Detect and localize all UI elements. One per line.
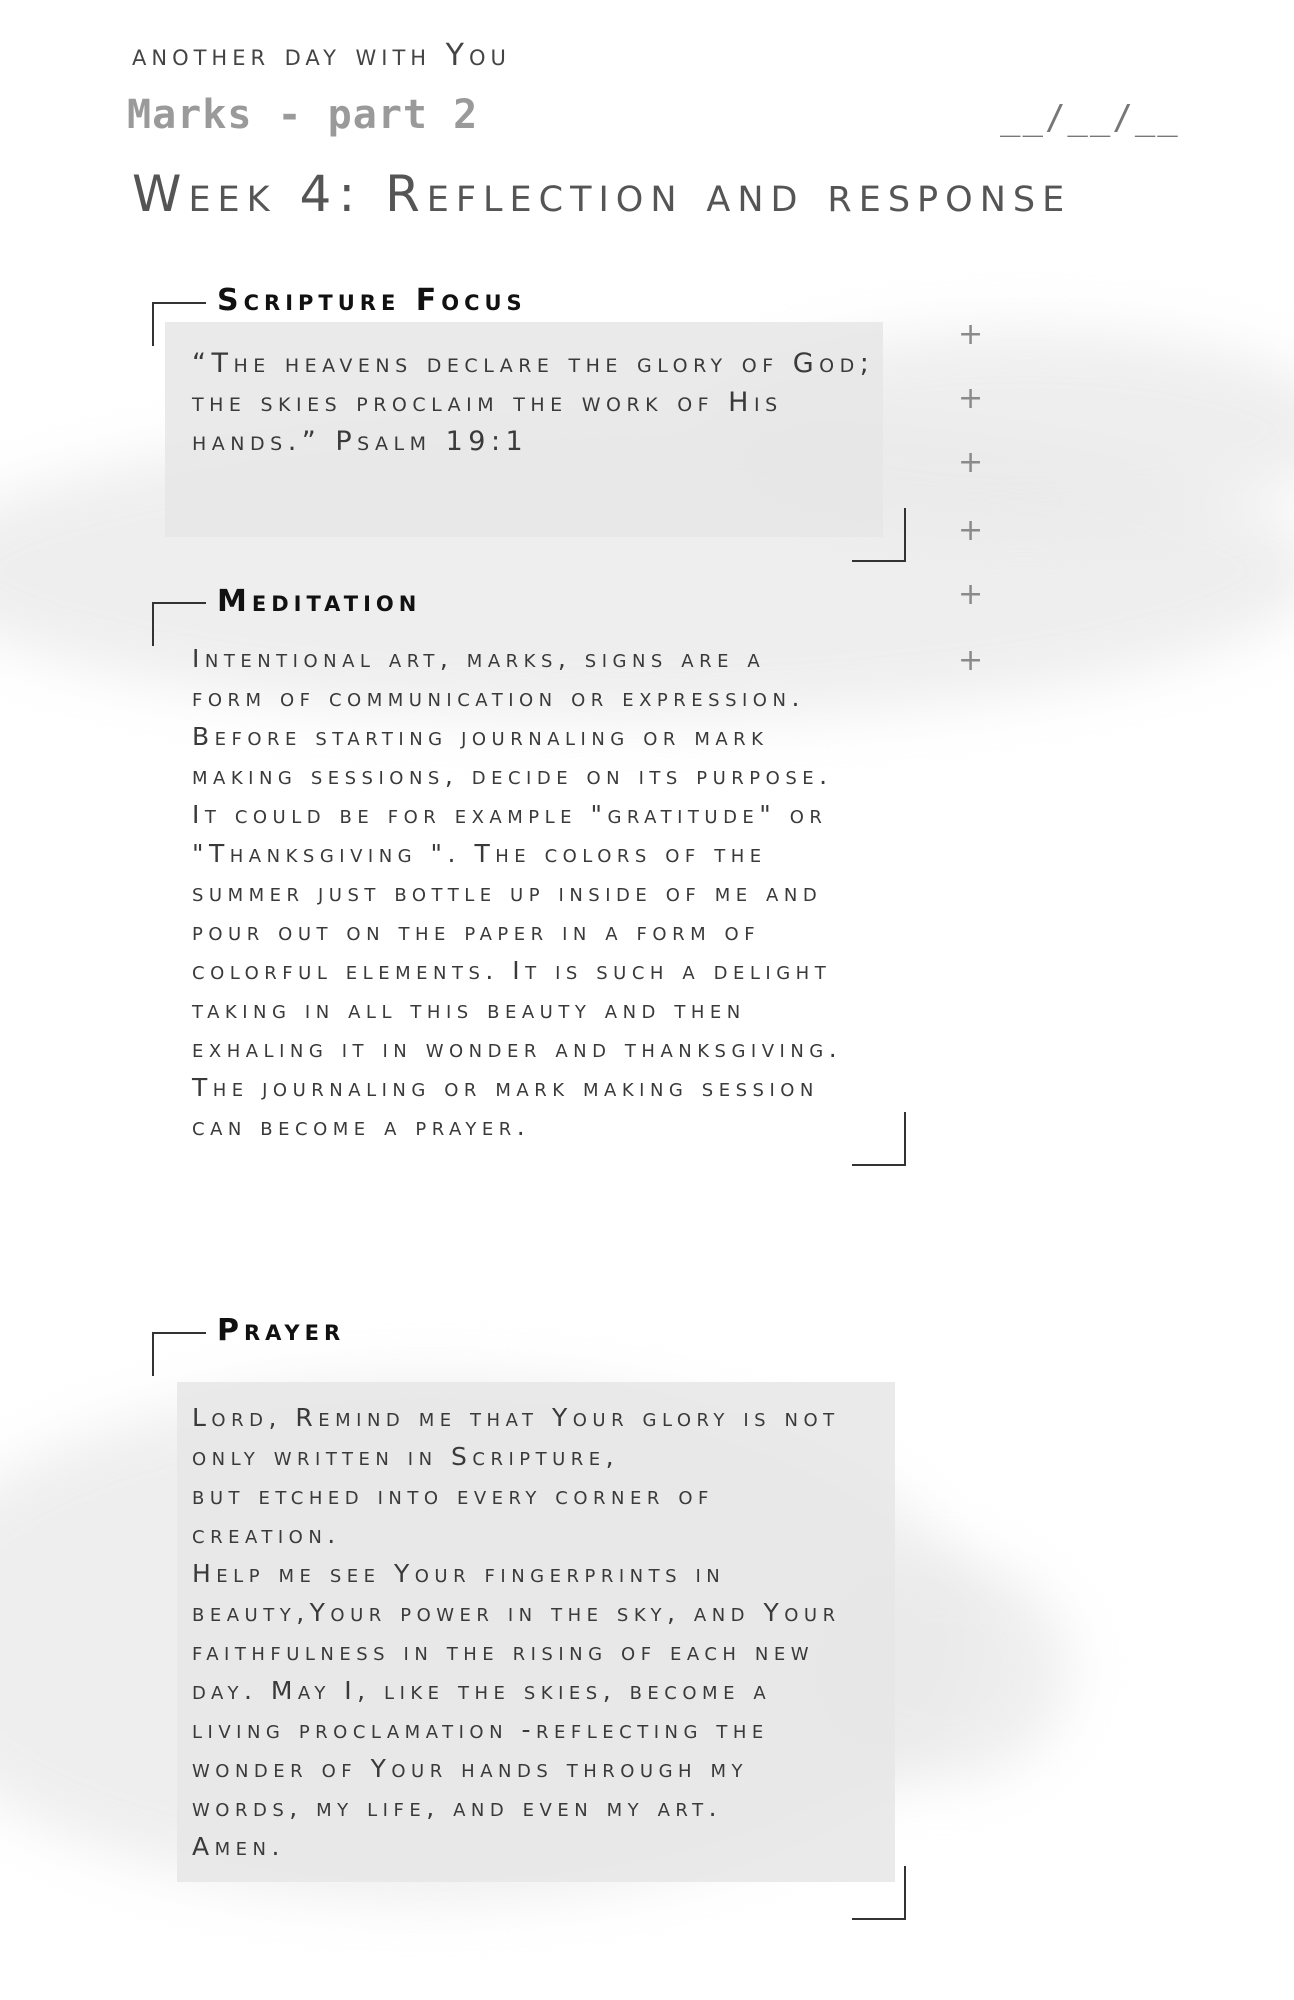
prayer-line: living proclamation -reflecting the: [192, 1715, 769, 1744]
prayer-title: Prayer: [217, 1313, 346, 1348]
scripture-focus-title: Scripture Focus: [217, 283, 527, 318]
prayer-text: [192, 1398, 841, 1866]
meditation-title: Meditation: [217, 584, 422, 619]
plus-icon: +: [958, 513, 984, 548]
prayer-line: day. May I, like the skies, become a: [192, 1676, 772, 1705]
meditation-line: Intentional art, marks, signs are a: [192, 644, 766, 673]
meditation-line: can become a prayer.: [192, 1112, 531, 1141]
plus-icon: +: [958, 577, 984, 612]
prayer-line: Amen.: [192, 1832, 285, 1861]
plus-icon: +: [958, 643, 984, 678]
meditation-line: It could be for example "gratitude" or: [192, 800, 828, 829]
corner-bracket-bottom-right: [852, 1866, 906, 1920]
scripture-line: “The heavens declare the glory of God;: [192, 348, 875, 379]
date-field: __/__/__: [1000, 98, 1180, 138]
header-prefix: another day with: [132, 38, 432, 73]
prayer-line: but etched into every corner of: [192, 1481, 714, 1510]
plus-icon: +: [958, 445, 984, 480]
prayer-line: only written in Scripture,: [192, 1442, 620, 1471]
prayer-line: Help me see Your fingerprints in: [192, 1559, 726, 1588]
meditation-line: form of communication or expression.: [192, 683, 805, 712]
meditation-line: taking in all this beauty and then: [192, 995, 746, 1024]
scripture-line: hands.” Psalm 19:1: [192, 426, 529, 457]
meditation-line: colorful elements. It is such a delight: [192, 956, 832, 985]
scripture-line: the skies proclaim the work of His: [192, 387, 783, 418]
prayer-line: faithfulness in the rising of each new: [192, 1637, 815, 1666]
prayer-line: beauty,Your power in the sky, and Your: [192, 1598, 841, 1627]
prayer-line: creation.: [192, 1520, 341, 1549]
header-you: You: [445, 38, 511, 73]
meditation-line: making sessions, decide on its purpose.: [192, 761, 833, 790]
meditation-line: exhaling it in wonder and thanksgiving.: [192, 1034, 843, 1063]
meditation-text: [192, 639, 842, 1146]
page-header-label: [132, 38, 511, 73]
page-title: Week 4: Reflection and response: [132, 165, 1072, 223]
prayer-line: Lord, Remind me that Your glory is not: [192, 1403, 840, 1432]
meditation-line: "Thanksgiving ". The colors of the: [192, 839, 767, 868]
plus-icon: +: [958, 381, 984, 416]
meditation-line: The journaling or mark making session: [192, 1073, 819, 1102]
plus-icon: +: [958, 317, 984, 352]
prayer-line: wonder of Your hands through my: [192, 1754, 749, 1783]
corner-bracket-bottom-right: [852, 508, 906, 562]
corner-bracket-bottom-right: [852, 1112, 906, 1166]
meditation-line: pour out on the paper in a form of: [192, 917, 761, 946]
meditation-line: Before starting journaling or mark: [192, 722, 769, 751]
corner-bracket-top-left: [152, 1332, 206, 1376]
subtitle: Marks - part 2: [127, 92, 479, 138]
prayer-line: words, my life, and even my art.: [192, 1793, 723, 1822]
meditation-line: summer just bottle up inside of me and: [192, 878, 823, 907]
scripture-text: [192, 344, 874, 461]
